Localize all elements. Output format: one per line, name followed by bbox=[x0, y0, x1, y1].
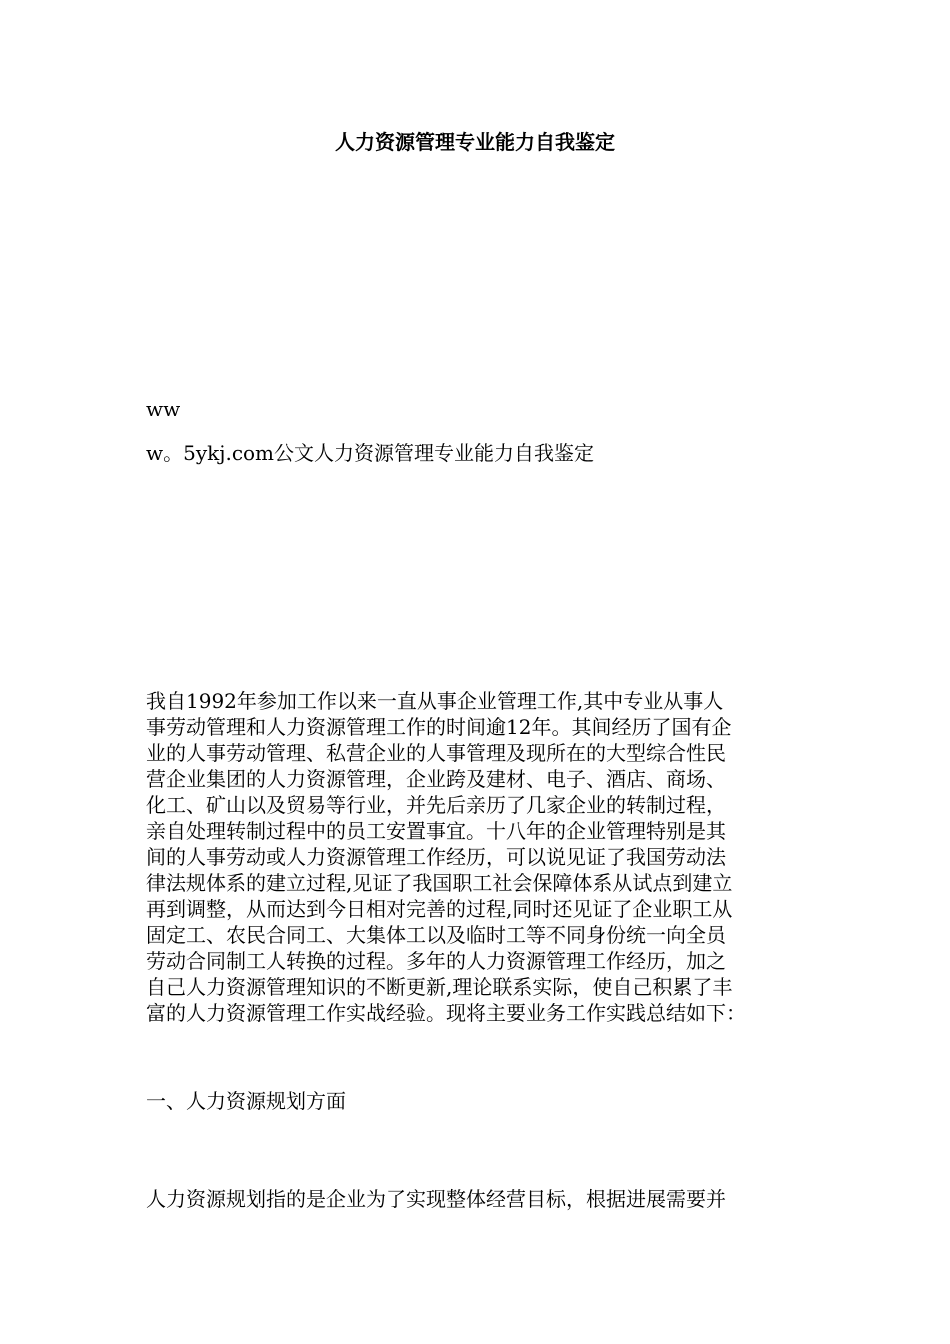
paragraph-line: 律法规体系的建立过程,见证了我国职工社会保障体系从试点到建立 bbox=[146, 871, 733, 895]
paragraph-line: 亲自处理转制过程中的员工安置事宜。十八年的企业管理特别是其 bbox=[146, 819, 726, 843]
paragraph-line: 事劳动管理和人力资源管理工作的时间逾12年。其间经历了国有企 bbox=[146, 715, 732, 739]
section-heading: 一、人力资源规划方面 bbox=[146, 1089, 346, 1113]
paragraph-line: 再到调整，从而达到今日相对完善的过程,同时还见证了企业职工从 bbox=[146, 897, 733, 921]
paragraph-line: 人力资源规划指的是企业为了实现整体经营目标，根据进展需要并 bbox=[146, 1187, 726, 1211]
paragraph-line: 间的人事劳动或人力资源管理工作经历，可以说见证了我国劳动法 bbox=[146, 845, 726, 869]
paragraph-line: 化工、矿山以及贸易等行业，并先后亲历了几家企业的转制过程， bbox=[146, 793, 726, 817]
paragraph-line: 营企业集团的人力资源管理，企业跨及建材、电子、酒店、商场、 bbox=[146, 767, 726, 791]
paragraph-line: 固定工、农民合同工、大集体工以及临时工等不同身份统一向全员 bbox=[146, 923, 726, 947]
paragraph-line: 我自1992年参加工作以来一直从事企业管理工作,其中专业从事人 bbox=[146, 689, 724, 713]
paragraph-line: 业的人事劳动管理、私营企业的人事管理及现所在的大型综合性民 bbox=[146, 741, 726, 765]
source-line-1: ww bbox=[146, 397, 181, 421]
paragraph-line: 富的人力资源管理工作实战经验。现将主要业务工作实践总结如下： bbox=[146, 1001, 746, 1025]
body-paragraph-1 bbox=[146, 688, 816, 1026]
paragraph-line: 自己人力资源管理知识的不断更新,理论联系实际，使自己积累了丰 bbox=[146, 975, 733, 999]
body-paragraph-2 bbox=[146, 1186, 816, 1212]
paragraph-line: 劳动合同制工人转换的过程。多年的人力资源管理工作经历，加之 bbox=[146, 949, 726, 973]
document-title: 人力资源管理专业能力自我鉴定 bbox=[335, 130, 615, 154]
source-line-2: w。5ykj.com公文人力资源管理专业能力自我鉴定 bbox=[146, 441, 595, 465]
